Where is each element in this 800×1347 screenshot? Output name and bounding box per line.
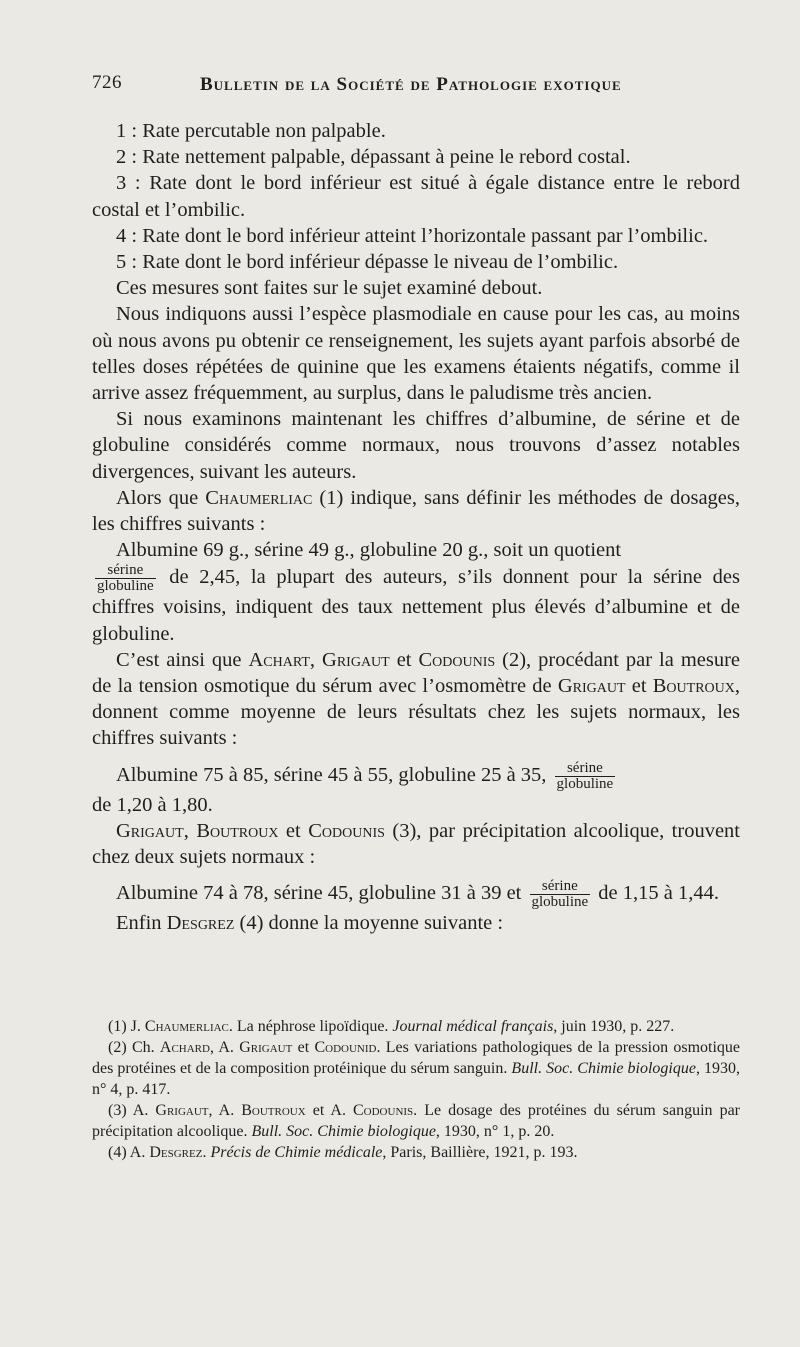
- paragraph: Nous indiquons aussi l’espèce plasmodiale en cause pour les cas, au moins où nous avons pu obtenir ce renseignement, les sujets ayant parfois absorbé de telles doses répétées de quinine que les examens étaients négatifs, comme il arrive assez fréquemment, au surplus, dans le paludisme très ancien.: [92, 303, 740, 405]
- paragraph: Grigaut, Boutroux et Codounis (3), par précipitation alcoolique, trouvent chez deux sujets normaux :: [92, 819, 740, 869]
- paragraph: Albumine 69 g., sérine 49 g., globuline 20 g., soit un quotient $\frac{\text{sérine}}{\text{globuline}}$ de 2,45, la plupart des auteurs, s’ils donnent pour la sérine des chiffres voisins, indiquent des taux nettement plus élevés d’albumine et de globuline.: [92, 539, 740, 645]
- fraction: $\frac{\text{sérine}}{\text{globuline}}$: [97, 562, 154, 595]
- footnote-1: (1) J. Chaumerliac. La néphrose lipoïdique. Journal médical français, juin 1930, p. 227.: [108, 1018, 675, 1035]
- paragraph: Si nous examinons maintenant les chiffres d’albumine, de sérine et de globuline considérés comme normaux, nous trouvons d’assez notables divergences, suivant les auteurs.: [92, 408, 740, 483]
- scale-item-1: 1 : Rate percutable non palpable.: [116, 120, 386, 142]
- running-title: Bulletin de la Société de Pathologie exotique: [200, 74, 622, 95]
- footnote-3: (3) A. Grigaut, A. Boutroux et A. Codounis. Le dosage des protéines du sérum sanguin par précipitation alcoolique. Bull. Soc. Chimie biologique, 1930, n° 1, p. 20.: [92, 1102, 740, 1140]
- paragraph: Ces mesures sont faites sur le sujet examiné debout.: [116, 277, 543, 300]
- author-name: Grigaut: [116, 819, 184, 842]
- author-name: Boutroux: [652, 675, 735, 698]
- fraction: $\frac{\text{sérine}}{\text{globuline}}$: [531, 878, 589, 911]
- paragraph: Albumine 75 à 85, sérine 45 à 55, globuline 25 à 35, $\frac{\text{sérine}}{\text{globuline}}$ de 1,20 à 1,80.: [92, 759, 614, 816]
- paragraph: Alors que Chaumerliac (1) indique, sans définir les méthodes de dosages, les chiffres suivants :: [92, 486, 741, 536]
- author-name: Achart: [248, 648, 310, 671]
- footnote-4: (4) A. Desgrez. Précis de Chimie médicale, Paris, Baillière, 1921, p. 193.: [108, 1144, 578, 1161]
- page-number: 726: [92, 72, 122, 93]
- paragraph: Enfin Desgrez (4) donne la moyenne suivante :: [116, 912, 504, 935]
- scale-item-2: 2 : Rate nettement palpable, dépassant à peine le rebord costal.: [116, 146, 631, 169]
- fraction: $\frac{\text{sérine}}{\text{globuline}}$: [556, 759, 614, 792]
- paragraph: C’est ainsi que Achart, Grigaut et Codounis (2), procédant par la mesure de la tension osmotique du sérum avec l’osmomètre de Grigaut et Boutroux, donnent comme moyenne de leurs résultats chez les sujets normaux, les chiffres suivants :: [92, 648, 741, 750]
- body-text: [92, 118, 740, 936]
- paragraph: Albumine 74 à 78, sérine 45, globuline 31 à 39 et $\frac{\text{sérine}}{\text{globuline}}$ de 1,15 à 1,44.: [116, 878, 719, 911]
- author-name: Codounis: [418, 648, 496, 671]
- footnote-2: (2) Ch. Achard, A. Grigaut et Codounid. Les variations pathologiques de la pression osmotique des protéines et de la composition protéinique du sérum sanguin. Bull. Soc. Chimie biologique, 1930, n° 4, p. 417.: [92, 1039, 741, 1098]
- footnotes: [92, 1016, 740, 1163]
- author-name: Chaumerliac: [205, 486, 313, 509]
- scale-item-5: 5 : Rate dont le bord inférieur dépasse le niveau de l’ombilic.: [116, 251, 619, 274]
- author-name: Boutroux: [196, 819, 279, 842]
- author-name: Grigaut: [322, 648, 390, 671]
- scale-item-3: 3 : Rate dont le bord inférieur est situé à égale distance entre le rebord costal et l’ombilic.: [92, 172, 740, 221]
- author-name: Codounis: [308, 819, 385, 842]
- scale-item-4: 4 : Rate dont le bord inférieur atteint l’horizontale passant par l’ombilic.: [116, 224, 709, 247]
- author-name: Desgrez: [166, 912, 235, 935]
- author-name: Grigaut: [557, 675, 626, 698]
